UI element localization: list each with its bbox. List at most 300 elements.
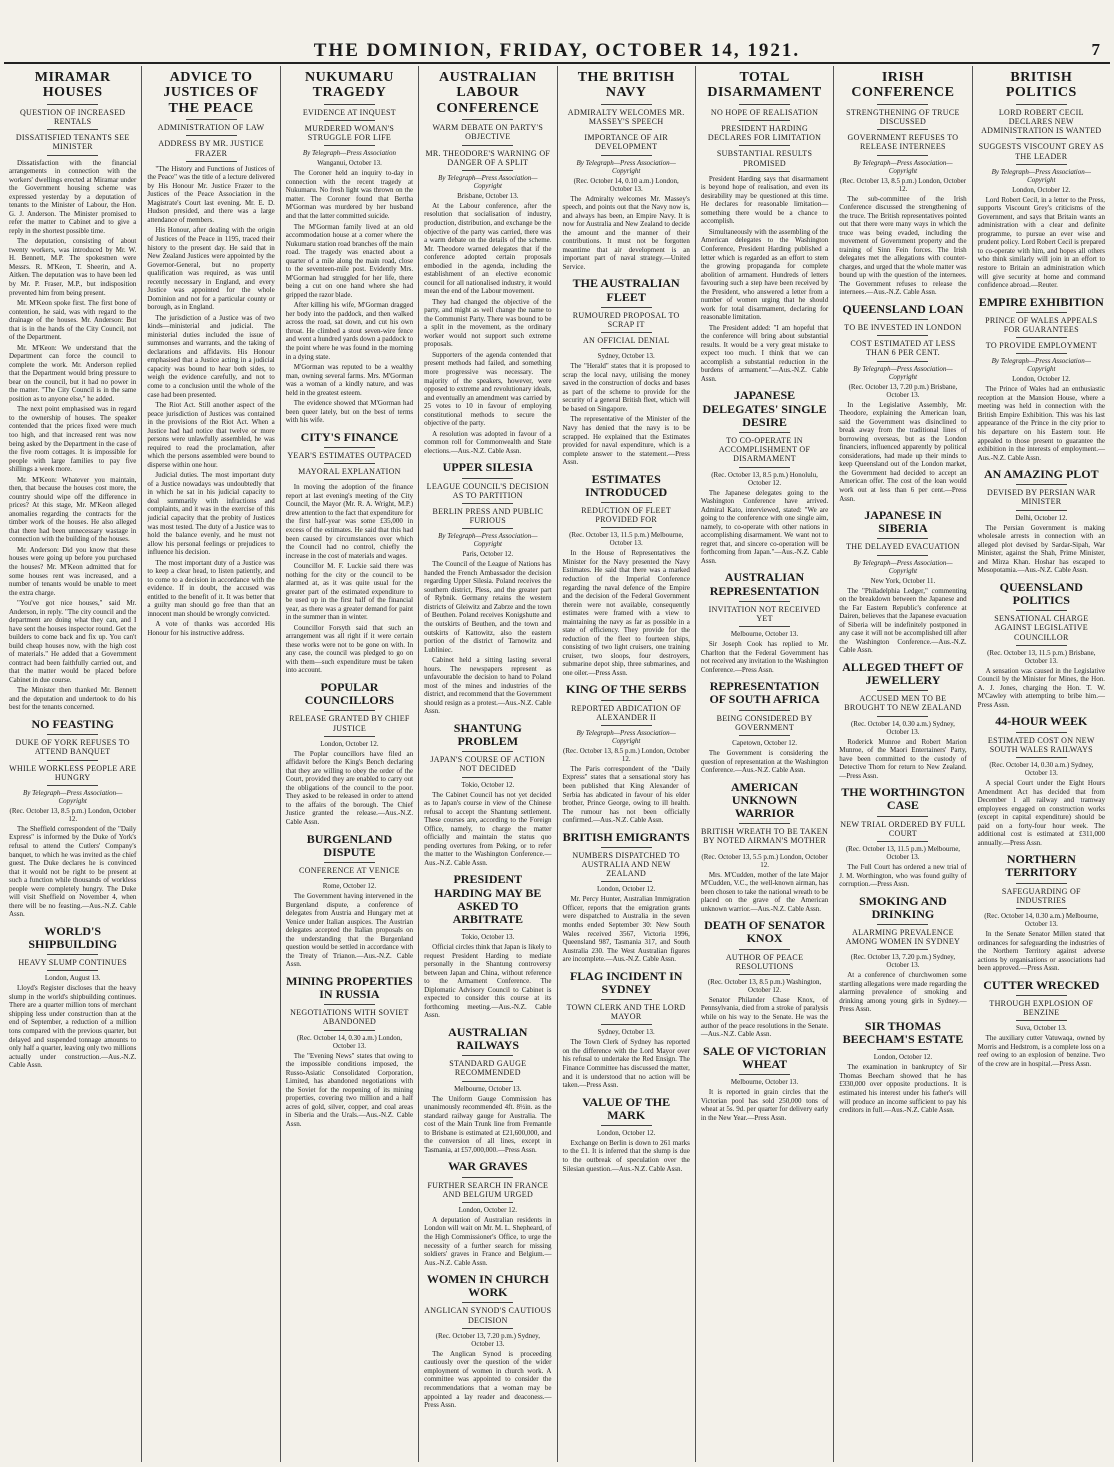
headline-rule: [601, 1125, 652, 1126]
dateline: (Rec. October 14, 0.10 a.m.) London, October 13.: [573, 176, 679, 193]
subheadline: TO CO-OPERATE IN ACCOMPLISHMENT OF DISARMAMENT: [718, 436, 811, 464]
headline-rule: [324, 479, 375, 480]
byline: By Telegraph—Press Association—Copyright: [576, 158, 676, 175]
dateline: London, October 12.: [320, 739, 379, 748]
subheadline: FURTHER SEARCH IN FRANCE AND BELGIUM URGED: [427, 1180, 549, 1199]
headline-rule: [1016, 484, 1067, 485]
article-body: [978, 1034, 1105, 1068]
headline-rule: [739, 974, 790, 975]
headline: PRESIDENT HARDING MAY BE ASKED TO ARBITRATE: [434, 872, 542, 926]
column: [4, 66, 141, 1462]
subheadline: NEGOTIATIONS WITH SOVIET ABANDONED: [290, 1008, 409, 1027]
subheadline: INVITATION NOT RECEIVED YET: [708, 604, 821, 623]
paragraph: The Prince of Wales had an enthusiastic reception at the Mansion House, where a meeting was held in connection with the British Empire Exhibition. This was his last appearance of the Prince in the city prior to his departure on his Eastern tour. He appealed to those present to guarantee the exhibition in the interests of employment.—Aus.-N.Z. Cable Assn.: [977, 385, 1105, 462]
paragraph: The Full Court has ordered a new trial of J. M. Worthington, who was found guilty of corruption.—Press Assn.: [839, 863, 967, 889]
paragraph: The Poplar councillors have filed an affidavit before the King's Bench declaring that they are willing to obey the order of the Court, provided they are enabled to carry out the obligations of the council to the poor. They asked to be released in order to attend to the affairs of the borough. The Chief Justice granted the release.—Aus.-N.Z. Cable Assn.: [285, 749, 414, 826]
byline: By Telegraph—Press Association—Copyright: [438, 532, 538, 549]
paragraph: The Sheffield correspondent of the "Daily Express" is informed by the Duke of York's refusal to attend the Cutlers' Company's banquet, to which he was invited as the chief guest. The Duke declares he is convinced that it would not be right to be present at such a function while thousands of workless people were completely hungry. The Duke will visit Sheffield on November 4, when there will be no feasting.—Aus.-N.Z. Cable Assn.: [9, 824, 137, 919]
dateline: (Rec. October 13, 7.20 p.m.) Sydney, October 13.: [435, 1331, 540, 1348]
dateline: Paris, October 12.: [462, 550, 514, 559]
headline-rule: [601, 999, 652, 1000]
byline: By Telegraph—Press Association—Copyright: [853, 558, 953, 575]
article: [563, 277, 690, 466]
article-body: [978, 667, 1105, 710]
paragraph: "The History and Functions of Justices of the Peace" was the title of a lecture delivered by His Honour Mr. Justice Frazer to the Justices of the Peace Association in the Magistrate's Court last evening. Mr. E. D. Hudson presided, and there was a large attendance of members.: [147, 164, 275, 224]
headline-rule: [739, 104, 790, 105]
paragraph: The examination in bankruptcy of Sir Thomas Beecham showed that he has £330,000 over opposite productions. It is estimated his interest under his father's will will produce an income sufficient to pay his creditors in full.—Aus.-N.Z. Cable Assn.: [839, 1063, 967, 1115]
headline-rule: [739, 949, 790, 950]
dateline: Sydney, October 13.: [597, 1028, 655, 1037]
subheadline: PRESIDENT HARDING DECLARES FOR LIMITATION: [707, 123, 822, 143]
article: [286, 681, 413, 827]
subheadline: QUESTION OF INCREASED RENTALS: [19, 107, 126, 126]
newspaper-title: THE DOMINION, FRIDAY, OCTOBER 14, 1921.: [313, 40, 801, 61]
article-body: [839, 863, 966, 889]
byline: By Telegraph—Press Association—Copyright: [853, 364, 953, 381]
headline-rule: [877, 319, 928, 320]
paragraph: Dissatisfaction with the financial arrangements in connection with the workers' dwellings erected at Miramar under the Government housing scheme was expressed yesterday by a deputation of tenants to the Minister of Labour, the Hon. G. J. Anderson. The Minister promised to refer the matter to Cabinet and to give a reply in the shortest possible time.: [9, 158, 137, 235]
subheadline: WHILE WORKLESS PEOPLE ARE HUNGRY: [9, 763, 137, 782]
paragraph: Supporters of the agenda contended that present methods had failed, and something more progressive was necessary. The majority of the speakers, however, were opposed to extreme and revolutionary ideals, and eventually an amendment was carried by 25 votes to 10 in favour of employing constitutional methods to secure the objective of the party.: [424, 350, 552, 428]
headline: THE BRITISH NAVY: [577, 70, 675, 101]
subheadline: SENSATIONAL CHARGE AGAINST LEGISLATIVE COUNCILLOR: [994, 614, 1089, 642]
headline: WOMEN IN CHURCH WORK: [426, 1272, 549, 1300]
headline-rule: [324, 862, 375, 863]
paragraph: The deputation, consisting of about twenty workers, was introduced by Mr. W. H. Bennett, M.P. The spokesmen were Messrs. R. M'Keon, T. Sheerin, and A. Aitken. The deputation was to have been led by Mr. P. Fraser, M.P., but indisposition prevented him from being present.: [9, 237, 137, 297]
paragraph: Councillor M. F. Luckie said there was nothing for the city or the council to be alarmed at, as it was quite usual for the greater part of the estimated expenditure to be used up in the first half of the financial year, as there was a greater demand for paint in the summer than in winter.: [285, 562, 414, 622]
headline-rule: [877, 716, 928, 717]
headline-rule: [324, 1004, 375, 1005]
article: [9, 718, 136, 919]
article-body: [839, 401, 966, 503]
paragraph: The Japanese delegates going to the Washington Conference have arrived. Admiral Kato, interviewed, stated: "We are going to the conference with one single aim, namely, to co-operate with other nations in accomplishing disarmament. We want not to regret that, and sincere co-operation will be forthcoming from Japan."—Aus.-N.Z. Cable Assn.: [700, 488, 829, 565]
headline: SHANTUNG PROBLEM: [453, 720, 522, 749]
subheadline: AUTHOR OF PEACE RESOLUTIONS: [725, 952, 804, 971]
headline: SALE OF VICTORIAN WHEAT: [702, 1043, 827, 1071]
headline-rule: [739, 432, 790, 433]
article: [978, 715, 1105, 847]
headline: NORTHERN TERRITORY: [1005, 852, 1078, 880]
subheadline: CONFERENCE AT VENICE: [299, 865, 400, 875]
headline-rule: [324, 104, 375, 105]
article-body: [839, 195, 966, 297]
headline-rule: [877, 104, 928, 105]
headline-rule: [1016, 995, 1067, 996]
article-body: [839, 738, 966, 781]
article-body: [147, 165, 274, 638]
dateline: (Rec. October 14, 0.30 a.m.) London, October 13.: [296, 1033, 403, 1050]
article-body: [424, 791, 551, 868]
article-body: [563, 765, 690, 825]
dateline: Melbourne, October 13.: [454, 1084, 522, 1093]
headline: QUEENSLAND LOAN: [842, 301, 964, 316]
headline-rule: [877, 949, 928, 950]
paragraph: In the Senate Senator Millen stated that ordinances for safeguarding the industries of the Northern Territory against adverse actions by organisations or associations had been approved.—Press Assn.: [977, 930, 1105, 973]
subheadline: ADMIRALTY WELCOMES MR. MASSEY'S SPEECH: [567, 107, 685, 126]
headline-rule: [462, 1177, 513, 1178]
dateline: (Rec. October 13, 7.20 p.m.) Brisbane, October 13.: [848, 382, 958, 399]
headline-rule: [47, 104, 98, 105]
headline-rule: [739, 735, 790, 736]
paragraph: The evidence showed that M'Gorman had been queer lately, but on the best of terms with his wife.: [285, 399, 414, 425]
subheadline: ANGLICAN SYNOD'S CAUTIOUS DECISION: [424, 1306, 552, 1325]
headline: THE WORTHINGTON CASE: [841, 785, 965, 813]
headline-rule: [877, 361, 928, 362]
headline-rule: [324, 1030, 375, 1031]
byline: By Telegraph—Press Association—Copyright: [991, 167, 1091, 184]
headline-rule: [47, 129, 98, 130]
page-number: 7: [1091, 40, 1100, 59]
headline-rule: [1016, 337, 1067, 338]
headline-rule: [877, 555, 928, 556]
subheadline: GOVERNMENT REFUSES TO RELEASE INTERNEES: [847, 133, 959, 152]
dateline: (Rec. October 13, 8.5 p.m.) Washington, October 12.: [707, 977, 822, 994]
paragraph: A deputation of Australian residents in London will wait on Mr. M. L. Shepheard, of the High Commissioner's Office, to urge the necessity of a further search for missing soldiers' graves in France and Belgium.—Aus.-N.Z. Cable Assn.: [424, 1215, 552, 1267]
paragraph: The Cabinet Council has not yet decided as to Japan's course in view of the Chinese refusal to accept the Shantung settlement. These courses are, according to the Foreign Office, namely, to charge the matter officially and maintain the status quo pending overtures from Peking, or to refer the matter to the Washington Conference.—Aus.-N.Z. Cable Assn.: [424, 790, 552, 867]
article: [978, 979, 1105, 1069]
headline-rule: [324, 120, 375, 121]
headline-rule: [739, 823, 790, 824]
headline: NO FEASTING: [31, 717, 114, 731]
paragraph: M'Gorman was reputed to be a wealthy man, owning several farms. Mrs. M'Gorman was a woman of a kindly nature, and was held in the greatest esteem.: [285, 363, 414, 397]
article-body: [563, 895, 690, 963]
paragraph: In moving the adoption of the finance report at last evening's meeting of the City Council, the Mayor (Mr. R. A. Wright, M.P.) drew attention to the fact that expenditure for the first half-year was some £35,000 in excess of the estimates. He said that this had been caused by circumstances over which the Council had no control, chiefly the increase in the cost of materials and wages.: [285, 483, 414, 560]
headline-rule: [324, 878, 375, 879]
headline: REPRESENTATION OF SOUTH AFRICA: [709, 679, 820, 707]
headline-rule: [877, 841, 928, 842]
paragraph: The Uniform Gauge Commission has unanimously recommended 4ft. 8½in. as the standard railway gauge for Australia. The cost of the Main Trunk line from Fremantle to Brisbane is estimated at £21,600,000, and the conversion of all lines, except in Tasmania, at £57,000,000.—Press Assn.: [424, 1094, 552, 1154]
headline-rule: [186, 135, 237, 136]
paragraph: The Coroner held an inquiry to-day in connection with the recent tragedy at Nukumaru. No fresh light was thrown on the matter. The Coroner found that Bertha M'Gorman was murdered by her husband and that the latter committed suicide.: [285, 169, 414, 220]
headline-rule: [47, 760, 98, 761]
paragraph: Roderick Munroe and Robert Marion Munroe, of the Maori Entertainers' Party, have been committed to the custody of Detective Thom for return to New Zealand.—Press Assn.: [839, 737, 967, 780]
headline-rule: [739, 601, 790, 602]
headline-rule: [877, 155, 928, 156]
article-body: [978, 385, 1105, 462]
headline-rule: [1016, 353, 1067, 354]
article: [563, 473, 690, 678]
paragraph: Lloyd's Register discloses that the heavy slump in the world's shipbuilding continues. There are a quarter million tons of merchant shipping less under construction than at the end of September, a reduction of a million tons compared with the previous quarter, but delayed and suspended tonnage amounts to only half a quarter, leaving only two millions actually under construction.—Aus.-N.Z. Cable Assn.: [9, 984, 137, 1070]
article-body: [563, 1038, 690, 1089]
paragraph: Official circles think that Japan is likely to request President Harding to mediate personally in the Shantung controversy between Japan and China, without reference to the Armament Conference. The Diplomatic Advisory Council to Cabinet is expected to consider this course at its forthcoming meeting.—Aus.-N.Z. Cable Assn.: [424, 943, 552, 1020]
headline-rule: [47, 734, 98, 735]
paragraph: Mr. Percy Hunter, Australian Immigration Officer, reports that the emigration grants were dispatched to Australia in the seven months ended September 30: New South Wales received 3567, Victoria 1996, Queensland 987, Tasmania 317, and South Australia 230. The West Australian figures are incomplete.—Aus.-N.Z. Cable Assn.: [562, 895, 690, 964]
paragraph: Mr. Anderson: Did you know that these houses were going up before you purchased the houses? Mr. M'Keon admitted that for some houses rent was increased, and a number of tenants would be unable to meet the extra charge.: [9, 545, 137, 597]
dateline: (Rec. October 13, 11.5 p.m.) Melbourne, October 13.: [569, 531, 684, 548]
headline: NUKUMARU TRAGEDY: [305, 70, 394, 101]
paragraph: The jurisdiction of a Justice was of two kinds—ministerial and judicial. The ministerial duties included the issue of summonses and warrants, and the taking of declarations and affidavits. His Honour emphasised that a Justice acting in a judicial capacity was bound to hear both sides, to weigh the evidence carefully, and not to come to a conclusion until the whole of the case had been presented.: [147, 313, 275, 399]
column: [972, 66, 1110, 1462]
paragraph: The most important duty of a Justice was to keep a clear head, to listen patiently, and to come to a decision in accordance with the evidence. If in doubt, the accused was entitled to the benefit of it. It was better that a guilty man should go free than that an innocent man should be wrongly convicted.: [147, 558, 275, 618]
article-body: [701, 996, 828, 1039]
headline-rule: [601, 348, 652, 349]
subheadline: LEAGUE COUNCIL'S DECISION AS TO PARTITION: [426, 481, 549, 500]
column: [280, 66, 418, 1462]
subheadline: DEVISED BY PERSIAN WAR MINISTER: [987, 488, 1096, 507]
headline: ESTIMATES INTRODUCED: [585, 471, 668, 499]
article: [839, 303, 966, 503]
headline-rule: [47, 155, 98, 156]
article-body: [701, 175, 828, 384]
paragraph: The auxiliary cutter Vatuwaqa, owned by Morris and Hedstrom, is a complete loss on a reef owing to an explosion of benzine. Two of the crew are in hospital.—Press Assn.: [977, 1034, 1105, 1068]
headline-rule: [877, 335, 928, 336]
article-body: [424, 560, 551, 716]
article-body: [978, 779, 1105, 847]
headline-rule: [601, 502, 652, 503]
subheadline: ESTIMATED COST ON NEW SOUTH WALES RAILWAYS: [987, 735, 1095, 754]
paragraph: The "Philadelphia Ledger," commenting on the breakdown between the Japanese and the Far Eastern Republic's conference at Dairen, believes that the Japanese evacuation of Siberia will be indefinitely postponed in any case it will not be accomplished till after the Washington Conference.—Aus.-N.Z. Cable Assn.: [839, 586, 967, 655]
headline: BURGENLAND DISPUTE: [306, 831, 393, 859]
dateline: New York, October 11.: [870, 576, 936, 585]
article: [424, 461, 551, 716]
paragraph: In the House of Representatives the Minister for the Navy presented the Navy Estimates. He said that there was a marked reduction of the Imperial Conference regarding the naval defence of the Empire and the decision of the Federal Government therein were not available, consequently estimates were framed with a view to maintaining the navy as far as possible in a state of efficiency. They provide for the reduction of the fleet to fourteen ships, consisting of two light cruisers, one training cruiser, two sloops, four destroyers, submarine depot ship, three submarines, and one oiler.—Press Assn.: [562, 549, 690, 677]
subheadline: ADDRESS BY MR. JUSTICE FRAZER: [158, 139, 264, 158]
headline-rule: [47, 785, 98, 786]
dateline: London, October 12.: [597, 885, 656, 894]
article: [839, 509, 966, 655]
headline-rule: [1016, 645, 1067, 646]
dateline: London, October 12.: [873, 1053, 933, 1062]
headline-rule: [47, 970, 98, 971]
paragraph: Cabinet held a sitting lasting several hours. The newspapers represent as unfavourable the decision to hand to Poland most of the mines and industries of the district, and recommend that the Government should resign as a protest.—Aus.-N.Z. Cable Assn.: [424, 656, 552, 716]
paragraph: The M'Gorman family lived at an old accommodation house at a corner where the Nukumaru station road branches off the main road. The tragedy was enacted about a quarter of a mile along the main road, close to the seventeen-mile post. Evidently Mrs. M'Gorman had struggled for her life, there being a cut on one hand where she had gripped the razor blade.: [285, 222, 414, 299]
subheadline: MAYORAL EXPLANATION: [298, 467, 401, 477]
headline-rule: [601, 847, 652, 848]
article: [9, 925, 136, 1070]
headline-rule: [601, 307, 652, 308]
subheadline: LORD ROBERT CECIL DECLARES NEW ADMINISTRATION IS WANTED: [981, 107, 1102, 136]
paragraph: "You've got nice houses," said Mr. Anderson, in reply. "The city council and the department are doing what they can, and I have sent the houses inspector round. Get the builders to come back and fix up. You can't build cheap houses now, with the high cost of materials." He added that a Government contract had been faithfully carried out, and that the matter would be placed before Cabinet in due course.: [9, 599, 137, 684]
subheadline: NUMBERS DISPATCHED TO AUSTRALIA AND NEW ZEALAND: [572, 850, 680, 879]
headline-rule: [601, 155, 652, 156]
headline-rule: [739, 171, 790, 172]
subheadline: STANDARD GAUGE RECOMMENDED: [449, 1059, 527, 1078]
dateline: (Rec. October 13, 7.20 p.m.) Sydney, October 13.: [850, 953, 956, 970]
headline: CUTTER WRECKED: [983, 977, 1100, 992]
headline-rule: [462, 751, 513, 752]
headline-rule: [462, 1328, 513, 1329]
headline-rule: [739, 467, 790, 468]
headline-rule: [1016, 732, 1067, 733]
headline: KING OF THE SERBS: [566, 682, 687, 697]
dateline: (Rec. October 13, 11.5 p.m.) Melbourne, October 13.: [845, 845, 961, 861]
paragraph: President Harding says that disarmament is beyond hope of realisation, and even its desirability may be questioned at this time. He declares for reasonable limitation—something there would be a chance to accomplish.: [700, 174, 829, 226]
article: [839, 786, 966, 888]
article: [563, 831, 690, 964]
paragraph: They had changed the objective of the party, and might as well change the name to the Communist Party. There was bound to be a split in the movement, as the ordinary worker would not support such extreme proposals.: [424, 297, 552, 349]
headline-rule: [462, 1302, 513, 1303]
headline-rule: [601, 1024, 652, 1025]
article-body: [839, 587, 966, 655]
article: [978, 468, 1105, 575]
article-body: [424, 1095, 551, 1155]
article: [147, 70, 274, 637]
dateline: (Rec. October 13, 11.5 p.m.) Brisbane, October 13.: [987, 648, 1096, 665]
headline-rule: [324, 463, 375, 464]
subheadline: COST ESTIMATED AT LESS THAN 6 PER CENT.: [850, 339, 956, 358]
byline: By Telegraph—Press Association—Copyright: [991, 357, 1091, 374]
headline: AN AMAZING PLOT: [983, 467, 1099, 482]
article-body: [9, 984, 136, 1069]
subheadline: BRITISH WREATH TO BE TAKEN BY NOTED AIRMAN'S MOTHER: [701, 827, 829, 846]
headline-rule: [1016, 510, 1067, 511]
headline: QUEENSLAND POLITICS: [999, 579, 1083, 608]
article: [424, 722, 551, 868]
headline: SMOKING AND DRINKING: [859, 893, 947, 921]
headline-rule: [877, 816, 928, 817]
article-body: [9, 825, 136, 919]
dateline: Delhi, October 12.: [1015, 513, 1068, 522]
dateline: Melbourne, October 13.: [730, 630, 799, 639]
article-body: [701, 1088, 828, 1122]
paragraph: Sir Joseph Cook has replied to Mr. Charlton that the Federal Government has not received any invitation to the Washington Conference.—Press Assn.: [700, 640, 829, 674]
headline-rule: [1016, 908, 1067, 909]
subheadline: NEW TRIAL ORDERED BY FULL COURT: [840, 819, 966, 838]
subheadline: HEAVY SLUMP CONTINUES: [18, 958, 128, 968]
article: [424, 1026, 551, 1154]
subheadline: NO HOPE OF REALISATION: [710, 107, 819, 117]
article: [9, 70, 136, 712]
dateline: Wanganui, October 13.: [317, 159, 382, 168]
masthead-rule: [4, 62, 1110, 64]
headline-rule: [1016, 312, 1067, 313]
headline-rule: [462, 478, 513, 479]
article-body: [424, 202, 551, 455]
headline-rule: [739, 1074, 790, 1075]
article: [563, 70, 690, 271]
article: [424, 70, 551, 455]
dateline: (Rec. October 14, 0.30 a.m.) Melbourne, October 13.: [984, 912, 1099, 928]
dateline: London, August 13.: [44, 974, 101, 983]
article: [286, 833, 413, 969]
dateline: (Rec. October 13, 8.5 p.m.) London, October 12.: [563, 746, 690, 763]
subheadline: MR. THEODORE'S WARNING OF DANGER OF A SPLIT: [425, 148, 551, 167]
article: [286, 975, 413, 1129]
paragraph: The President added: "I am hopeful that the conference will bring about substantial results. It would be a very great mistake to expect too much. I think that we can accomplish a substantial reduction in the burdens of armament."—Aus.-N.Z. Cable Assn.: [700, 323, 829, 383]
article-body: [286, 169, 413, 424]
article-body: [701, 749, 828, 775]
byline: By Telegraph—Press Association—Copyright: [853, 158, 953, 175]
subheadline: DUKE OF YORK REFUSES TO ATTEND BANQUET: [15, 738, 130, 757]
headline-rule: [601, 700, 652, 701]
article-body: [839, 971, 966, 1014]
masthead: [0, 0, 1114, 62]
column: [418, 66, 556, 1462]
headline-rule: [739, 626, 790, 627]
article: [701, 571, 828, 674]
article-body: [978, 524, 1105, 575]
article-body: [563, 195, 690, 272]
article: [286, 431, 413, 675]
headline-rule: [324, 447, 375, 448]
article-body: [286, 483, 413, 675]
article-body: [978, 930, 1105, 973]
article-body: [424, 1216, 551, 1267]
byline: By Telegraph—Press Association—Copyright: [576, 728, 676, 745]
headline-rule: [601, 104, 652, 105]
article: [701, 389, 828, 565]
headline: WAR GRAVES: [448, 1159, 528, 1174]
paragraph: The next point emphasised was in regard to the ownership of houses. The speaker contended that the prices fixed were much too high, and that increased rent was now being asked by the Department in the case of the five room cottages. It is impossible for people with large families to pay five shillings a week more.: [9, 405, 137, 474]
article: [839, 895, 966, 1014]
paragraph: The "Evening News" states that owing to the impossible conditions imposed, the Russo-Asiatic Consolidated Corporation, Limited, has abandoned negotiations with the Soviet for the reopening of its mining properties, covering two million and a half acres of gold, silver, copper, and coal areas in Siberia and the Urals.—Aus.-N.Z. Cable Assn.: [285, 1051, 414, 1128]
article: [978, 296, 1105, 463]
paragraph: Lord Robert Cecil, in a letter to the Press, supports Viscount Grey's criticisms of the Government, and says that Britain wants an administration with a clear and definite programme, to pursue an ever wise and prudent policy. Lord Robert Cecil is prepared to co-operate with him, and hopes all others who think similarly will join in an effort to restore to Britain an administration which will give security at home and command confidence abroad.—Reuter.: [977, 195, 1105, 290]
paragraph: Mr. M'Keon spoke first. The first bone of contention, he said, was with regard to the drainage of the houses. Mr. Anderson: But that is in the hands of the City Council, not of the Department.: [9, 299, 137, 342]
paragraph: The sub-committee of the Irish Conference discussed the strengthening of the truce. The British representatives pointed out that there were many ways in which the truce was being evaded, including the movement of Government property and the training of Sinn Fein forces. The Irish delegates met the allegations with counter-charges, and urged that the whole matter was bound up with the question of the internees. The Government refuses to release the internees.—Aus.-N.Z. Cable Assn.: [839, 194, 967, 297]
news-columns: [4, 66, 1110, 1462]
dateline: Melbourne, October 13.: [730, 1077, 799, 1086]
subheadline: THE DELAYED EVACUATION: [846, 542, 960, 552]
headline: JAPANESE IN SIBERIA: [864, 508, 942, 536]
headline-rule: [462, 1081, 513, 1082]
paragraph: The Persian Government is making wholesale arrests in connection with an alleged plot devised by Sardar-Sipah, War Minister, against the Shah, Prime Minister, and Mirza Khan. Hoshar has escaped to Mesopotamia.—Aus.-N.Z. Cable Assn.: [977, 523, 1105, 575]
headline-rule: [1016, 138, 1067, 139]
headline: AUSTRALIAN REPRESENTATION: [709, 570, 820, 598]
article: [424, 1160, 551, 1267]
subheadline: PRINCE OF WALES APPEALS FOR GUARANTEES: [985, 315, 1098, 334]
paragraph: The Town Clerk of Sydney has reported on the difference with the Lord Mayor over his refusal to undertake the Red Ensign. The Finance Committee has discussed the matter, and it is understood that no action will be taken.—Press Assn.: [562, 1038, 690, 1090]
headline: IRISH CONFERENCE: [851, 70, 955, 101]
headline-rule: [462, 170, 513, 171]
headline-rule: [462, 1055, 513, 1056]
paragraph: It is reported in grain circles that the Victorian pool has sold 250,000 tons of wheat at 5s. 9d. per quarter for delivery early in the New Year.—Press Assn.: [700, 1087, 829, 1122]
dateline: London, October 12.: [1012, 375, 1071, 384]
subheadline: YEAR'S ESTIMATES OUTPACED: [287, 450, 412, 460]
paragraph: The Riot Act. Still another aspect of the peace jurisdiction of Justices was contained in the provisions of the Riot Act. When a Justice had had notice that twelve or more persons were unlawfully assembled, he was required to read the proclamation, after which the persons assembled were bound to disperse within one hour.: [147, 401, 275, 469]
paragraph: His Honour, after dealing with the origin of Justices of the Peace in 1195, traced their history to the present day. He said that in New Zealand Justices were appointed by the Governor-General, but no property qualification was required, as was until recently necessary in England, and every Justice was appointed for the whole Dominion and not for a particular county or borough, as in England.: [147, 226, 275, 312]
headline: AMERICAN UNKNOWN WARRIOR: [730, 779, 799, 820]
headline: SIR THOMAS BEECHAM'S ESTATE: [842, 1019, 964, 1047]
headline-rule: [601, 725, 652, 726]
headline-rule: [877, 1049, 928, 1050]
subheadline: EVIDENCE AT INQUEST: [302, 107, 396, 117]
headline-rule: [324, 710, 375, 711]
subheadline: REPORTED ABDICATION OF ALEXANDER II: [571, 703, 682, 722]
headline: JAPANESE DELEGATES' SINGLE DESIRE: [702, 388, 827, 429]
dateline: Capetown, October 12.: [732, 739, 798, 747]
headline: EMPIRE EXHIBITION: [978, 294, 1104, 309]
article: [839, 1020, 966, 1115]
headline: AUSTRALIAN RAILWAYS: [448, 1024, 528, 1053]
paragraph: The Council of the League of Nations has handed the French Ambassador the decision regarding Upper Silesia. Poland receives the southern district, Pless, and the greater part of Rybnik. Germany retains the western districts of Gleiwitz and Zabrze and the town of Beuthen. Poland receives Konigshutte and the outskirts of Beuthen, and the town and outskirts of Kattowitz, also the eastern portion of the district of Tarnowitz and Lubliniec.: [424, 560, 552, 654]
article-body: [701, 640, 828, 674]
article-body: [978, 196, 1105, 290]
dateline: (Rec. October 13, 8.5 p.m.) London, October 12.: [839, 176, 967, 193]
column: [695, 66, 833, 1462]
headline: DEATH OF SENATOR KNOX: [704, 918, 826, 946]
subheadline: AN OFFICIAL DENIAL: [582, 336, 670, 346]
headline-rule: [462, 119, 513, 120]
dateline: Tokio, October 12.: [461, 780, 515, 789]
headline-rule: [186, 119, 237, 120]
subheadline: JAPAN'S COURSE OF ACTION NOT DECIDED: [430, 755, 546, 774]
headline: ALLEGED THEFT OF JEWELLERY: [842, 659, 964, 688]
dateline: (Rec. October 13, 5.5 p.m.) London, October 12.: [701, 852, 828, 869]
paragraph: Simultaneously with the assembling of the American delegates to the Washington Conference, President Harding published a letter which is regarded as an effort to stem the growing propaganda for complete abolition of armament. Hundreds of letters favouring such a step have been received by the President, who answered a letter from a number of women urging that he should work for total disarmament, declaring for reasonable limitation.: [700, 227, 829, 322]
subheadline: BEING CONSIDERED BY GOVERNMENT: [716, 713, 813, 732]
headline-rule: [601, 527, 652, 528]
subheadline: SUBSTANTIAL RESULTS PROMISED: [716, 149, 813, 168]
subheadline: TO BE INVESTED IN LONDON: [844, 323, 962, 333]
article: [563, 970, 690, 1090]
paragraph: The Admiralty welcomes Mr. Massey's speech, and points out that the Navy now is, and always has been, an Empire Navy. It is now for Australia and New Zealand to decide the amount and the manner of their contributions. It must not be forgotten meantime that air development is an important part of naval strategy.—United Service.: [562, 194, 690, 271]
dateline: Brisbane, October 13.: [457, 191, 519, 200]
headline: BRITISH EMIGRANTS: [562, 829, 690, 844]
headline-rule: [1016, 610, 1067, 611]
article: [978, 581, 1105, 710]
article: [563, 683, 690, 824]
